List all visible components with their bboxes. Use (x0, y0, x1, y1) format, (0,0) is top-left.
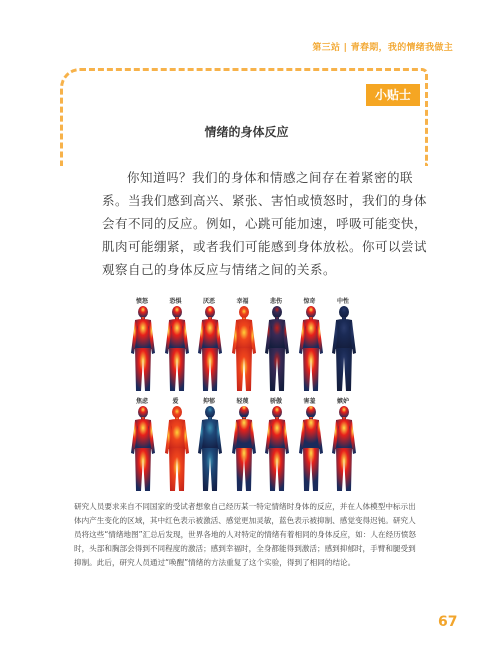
emotion-label: 焦虑 (135, 398, 148, 405)
emotion-label: 抑郁 (202, 398, 215, 405)
emotion-label: 惊奇 (303, 298, 316, 305)
body-silhouette (130, 305, 156, 393)
body-silhouette (130, 405, 156, 493)
tip-badge: 小贴士 (366, 84, 420, 106)
body-silhouette (164, 305, 190, 393)
emotion-label: 骄傲 (269, 398, 282, 405)
emotion-label: 幸福 (236, 298, 249, 305)
body-silhouette (164, 405, 190, 493)
emotion-label: 中性 (336, 298, 349, 305)
body-silhouette (197, 405, 223, 493)
section-title: 情绪的身体反应 (204, 125, 289, 139)
body-silhouette (298, 305, 324, 393)
chapter-header: 第三站 | 青春期，我的情绪我做主 (312, 43, 453, 53)
emotion-label: 恐惧 (169, 298, 182, 305)
body-silhouette (264, 405, 290, 493)
emotion-body-maps (124, 296, 374, 494)
emotion-label: 厌恶 (202, 298, 215, 305)
emotion-label: 轻蔑 (236, 398, 249, 405)
page-number: 67 (438, 614, 458, 630)
emotion-label: 悲伤 (269, 298, 282, 305)
emotion-label: 愤怒 (135, 298, 148, 305)
body-silhouette (231, 405, 257, 493)
emotion-label: 害羞 (303, 398, 316, 405)
research-description: 研究人员要求来自不同国家的受试者想象自己经历某一特定情绪时身体的反应，并在人体模型中标示出体内产生变化的区域，其中红色表示被激活、感觉更加灵敏，蓝色表示被抑制、感觉变得迟钝。研究人员将这些“情绪地图”汇总后发现，世界各地的人对特定的情绪有着相同的身体反应，如：人在经历愤怒时，头部和胸部会得到不同程度的激活；感到幸福时，全身都能得到激活；感到抑郁时，手臂和腿受到抑制。此后，研究人员通过“唤醒”情绪的方法重复了这个实验，得到了相同的结论。 (74, 502, 416, 567)
body-silhouette (231, 305, 257, 393)
body-silhouette (298, 405, 324, 493)
emotion-label: 嫉妒 (336, 398, 349, 405)
body-silhouette (331, 305, 357, 393)
intro-paragraph: 你知道吗？我们的身体和情感之间存在着紧密的联系。当我们感到高兴、紧张、害怕或愤怒时，我们的身体会有不同的反应。例如，心跳可能加速，呼吸可能变快，肌肉可能绷紧，或者我们可能感到身体放松。你可以尝试观察自己的身体反应与情绪之间的关系。 (102, 170, 428, 277)
tip-frame (60, 68, 428, 166)
body-silhouette (264, 305, 290, 393)
body-silhouette (197, 305, 223, 393)
body-silhouette (331, 405, 357, 493)
emotion-label: 爱 (172, 398, 179, 405)
